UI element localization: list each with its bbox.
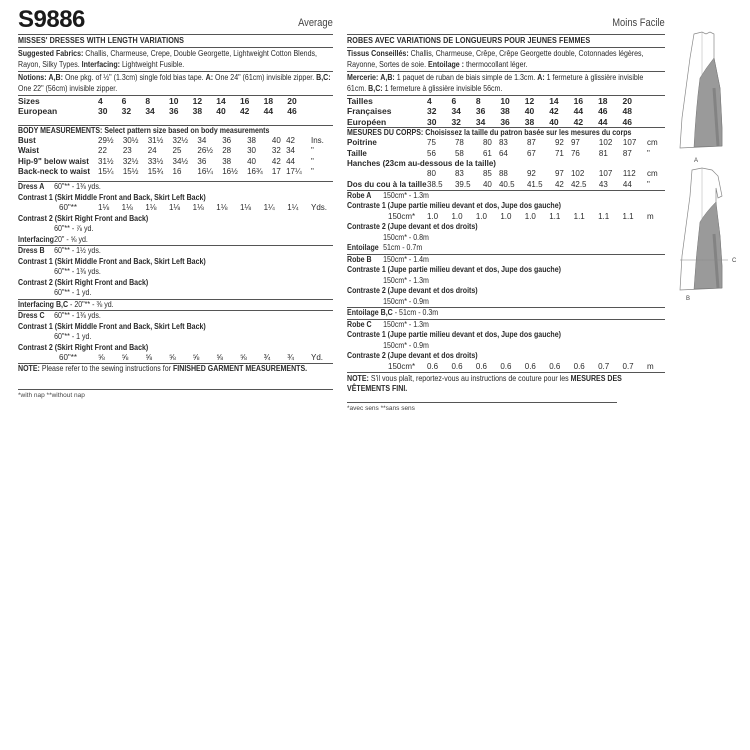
svg-text:A: A: [694, 158, 699, 164]
dress-illustration: [672, 28, 750, 302]
robe-a-contrast1-label: Contraste 1 (Jupe partie milieu devant et dos, Jupe dos gauche): [347, 201, 561, 211]
dress-c-contrast1-value: 60"** - 1 yd.: [54, 332, 92, 342]
robe-a-contrast2-value: 150cm* - 0.8m: [383, 232, 429, 242]
robe-b-contrast1-label: Contraste 1 (Jupe partie milieu devant et dos, Jupe dos gauche): [347, 265, 561, 275]
difficulty-level: Average: [298, 17, 333, 29]
body-measurements-heading: BODY MEASUREMENTS: Select pattern size based on body measurements: [18, 125, 270, 135]
dress-a-interfacing-row: Interfacing20" - ⅝ yd.: [18, 234, 88, 244]
dress-a-row: Dress A 60"** - 1⅜ yds.: [18, 182, 101, 192]
svg-text:C: C: [732, 258, 737, 264]
robe-b-contrast1-value: 150cm* - 1.3m: [383, 275, 429, 285]
dress-c-row: Dress C 60"** - 1⅜ yds.: [18, 311, 101, 321]
header: [18, 0, 333, 34]
table-row: 80 83 85 88 92 97 102 107 112 cm: [427, 169, 658, 179]
footnote: *with nap **without nap: [18, 391, 85, 399]
dress-a-contrast1-label: Contrast 1 (Skirt Middle Front and Back, Skirt Left Back): [18, 192, 206, 202]
dress-c-contrast2-label: Contrast 2 (Skirt Right Front and Back): [18, 342, 149, 352]
table-row: 60"** ⅝ ⅝ ⅝ ⅝ ⅝ ⅝ ⅝ ¾ ¾ Yd.: [59, 353, 324, 363]
body-measurements-table: [18, 136, 333, 177]
fabrics-text: Tissus Conseillés: Challis, Charmeuse, Crêpe, Crêpe Georgette double, Cotonnades légères, Rayonne, Sortes de soie. Entoilage : thermocollant léger.: [347, 49, 644, 69]
robe-b-row: Robe B 150cm* - 1.4m: [347, 254, 429, 264]
robe-c-contrast1-label: Contraste 1 (Jupe partie milieu devant et dos, Jupe dos gauche): [347, 330, 561, 340]
robe-b-contrast2-label: Contraste 2 (Jupe devant et dos droits): [347, 286, 478, 296]
sizes-table: [18, 96, 333, 117]
dress-b-contrast2-value: 60"** - 1 yd.: [54, 288, 92, 298]
robe-c-contrast2-label: Contraste 2 (Jupe devant et dos droits): [347, 351, 478, 361]
notions-text: Mercerie: A,B: 1 paquet de ruban de biais simple de 1.3cm. A: 1 fermeture à glissière invisible 61cm. B,C: 1 fermeture à glissière invisible 56cm.: [347, 73, 644, 93]
table-row: 150cm* 1.0 1.0 1.0 1.0 1.0 1.1 1.1 1.1 1.1 m: [388, 211, 654, 221]
dress-b-contrast1-value: 60"** - 1⅜ yds.: [54, 267, 101, 277]
table-row: Dos du cou à la taille 38.5 39.5 40 40.5 41.5 42 42.5 43 44 ": [347, 179, 650, 189]
body-measurements-heading: MESURES DU CORPS: Choisissez la taille du patron basée sur les mesures du corps: [347, 127, 632, 137]
dress-b-sketch: [680, 168, 737, 302]
table-row: Taille 56 58 61 64 67 71 76 81 87 ": [347, 148, 650, 158]
dress-c-contrast2-table: [18, 353, 333, 363]
note: NOTE: S'il vous plaît, reportez-vous au instructions de couture pour les MESURES DES VÊTEMENTS FINI.: [347, 373, 622, 394]
table-row: Tailles 4 6 8 10 12 14 16 18 20: [347, 96, 632, 106]
robe-c-contrast2-table: [347, 362, 665, 372]
table-row: 60"** 1⅛ 1⅛ 1⅛ 1⅛ 1⅛ 1⅛ 1⅛ 1¼ 1¼ Yds.: [59, 203, 328, 213]
robe-a-interfacing-row: Entoilage 51cm - 0.7m: [347, 243, 423, 253]
dress-b-contrast1-label: Contrast 1 (Skirt Middle Front and Back, Skirt Left Back): [18, 256, 206, 266]
footnote: *avec sens **sans sens: [347, 404, 415, 412]
table-row: Waist 22 23 24 25 26½ 28 30 32 34 ": [18, 146, 314, 156]
table-row: European 30 32 34 36 38 40 42 44 46: [18, 106, 297, 117]
garment-illustrations: [672, 28, 750, 303]
section-title: ROBES AVEC VARIATIONS DE LONGUEURS POUR JEUNES FEMMES: [347, 36, 591, 45]
section-title: MISSES' DRESSES WITH LENGTH VARIATIONS: [18, 36, 185, 45]
pattern-code: S9886: [18, 6, 85, 33]
svg-text:B: B: [686, 296, 691, 302]
dress-a-contrast2-value: 60"** - ⅞ yd.: [54, 224, 94, 234]
table-row: Hip-9" below waist 31½ 32½ 33½ 34½ 36 38 40 42 44 ": [18, 156, 314, 166]
robe-b-contrast2-value: 150cm* - 0.9m: [383, 296, 429, 306]
table-row: Poitrine 75 78 80 83 87 92 97 102 107 cm: [347, 138, 658, 148]
table-row: Sizes 4 6 8 10 12 14 16 18 20: [18, 96, 297, 106]
table-row: Hanches (23cm au-dessous de la taille): [347, 158, 496, 168]
dress-c-contrast1-label: Contrast 1 (Skirt Middle Front and Back, Skirt Left Back): [18, 321, 206, 331]
english-column: [18, 0, 333, 399]
french-column: [347, 0, 665, 412]
dress-b-row: Dress B 60"** - 1½ yds.: [18, 246, 101, 256]
table-row: Back-neck to waist 15¼ 15½ 15¾ 16 16¼ 16½ 16¾ 17 17¼ ": [18, 166, 314, 176]
fabrics-text: Suggested Fabrics: Challis, Charmeuse, Crepe, Double Georgette, Lightweight Cotton Blends, Rayon, Silky Types. Interfacing: Lightweight Fusible.: [18, 49, 317, 69]
body-measurements-table: [347, 138, 665, 189]
header: [347, 0, 665, 34]
table-row: Bust 29½ 30½ 31½ 32½ 34 36 38 40 42 Ins.: [18, 136, 324, 146]
dress-a-contrast2-label: Contrast 2 (Skirt Right Front and Back): [18, 213, 149, 223]
note: NOTE: Please refer to the sewing instructions for FINISHED GARMENT MEASUREMENTS.: [18, 364, 308, 374]
robe-a-contrast2-label: Contraste 2 (Jupe devant et dos droits): [347, 222, 478, 232]
interfacing-bc-row: Interfacing B,C - 20"** - ⅜ yd.: [18, 299, 114, 309]
robe-a-contrast1-table: [347, 212, 665, 222]
table-row: 150cm* 0.6 0.6 0.6 0.6 0.6 0.6 0.6 0.7 0.7 m: [388, 361, 654, 371]
notions-text: Notions: A,B: One pkg. of ½" (1.3cm) single fold bias tape. A: One 24" (61cm) invisible zipper. B,C: One 22" (56cm) invisible zipper.: [18, 73, 331, 93]
robe-a-row: Robe A 150cm* - 1.3m: [347, 190, 429, 200]
dress-a-sketch: [680, 32, 722, 164]
difficulty-level: Moins Facile: [612, 17, 665, 29]
robe-c-row: Robe C 150cm* - 1.3m: [347, 319, 429, 329]
dress-b-contrast2-label: Contrast 2 (Skirt Right Front and Back): [18, 277, 149, 287]
interfacing-bc-row: Entoilage B,C - 51cm - 0.3m: [347, 308, 439, 318]
robe-c-contrast1-value: 150cm* - 0.9m: [383, 340, 429, 350]
table-row: Européen 30 32 34 36 38 40 42 44 46: [347, 116, 632, 127]
table-row: Françaises 32 34 36 38 40 42 44 46 48: [347, 106, 632, 117]
sizes-table: [347, 96, 665, 127]
dress-a-contrast1-table: [18, 203, 333, 213]
